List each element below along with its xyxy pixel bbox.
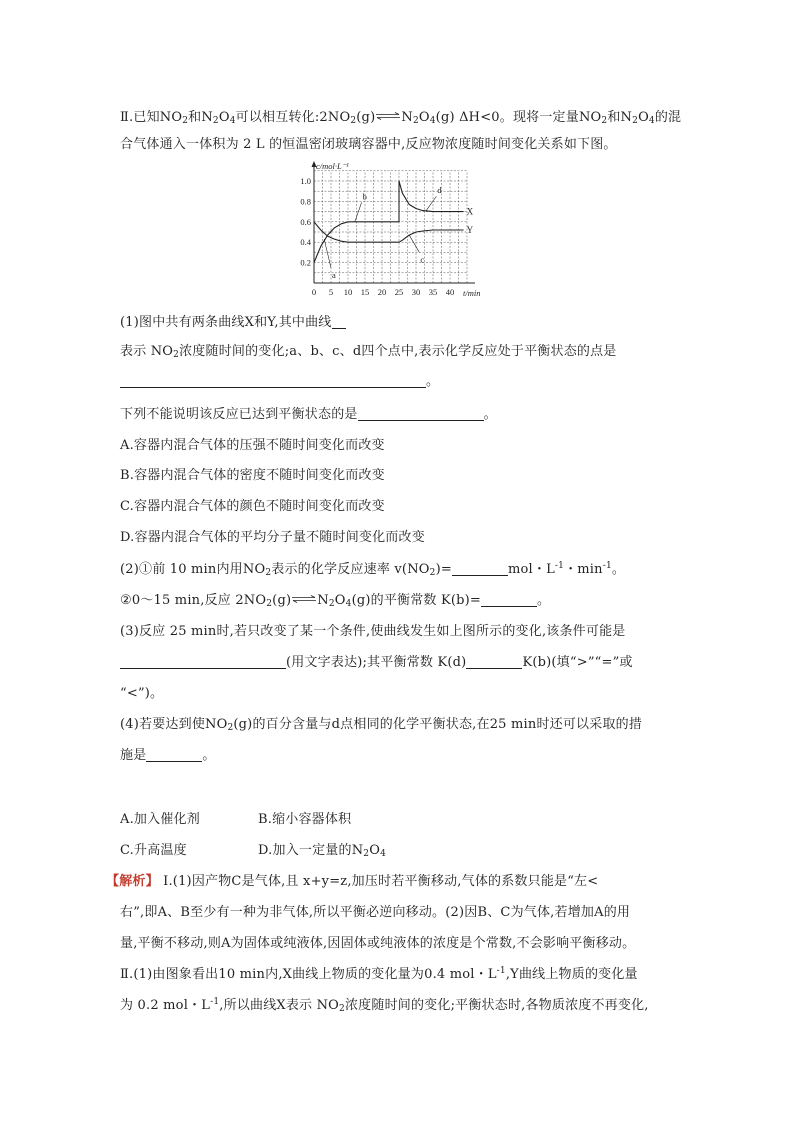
point-label-c: c [420, 254, 425, 265]
point-label-d: d [437, 185, 442, 196]
concentration-time-chart [290, 158, 505, 303]
point-leader-d [426, 196, 436, 210]
q4-option-c: C.升高温度 [120, 843, 187, 858]
x-tick-label: 35 [428, 287, 438, 297]
q1-line-2: 表示 $NO_2$浓度随时间的变化;a、b、c、d四个点中,表示化学反应处于平衡状态的点是 [120, 344, 617, 360]
analysis-line-3: 量,平衡不移动,则A为固体或纯液体,因固体或纯液体的浓度是个常数,不会影响平衡移动。 [120, 936, 636, 951]
q4-blank-measure[interactable] [146, 747, 202, 762]
y-tick-label: 0.8 [300, 196, 311, 207]
q2-blank-rate[interactable] [452, 561, 508, 576]
analysis-line-2: 右”,即A、B至少有一种为非气体,所以平衡必逆向移动。(2)因B、C为气体,若增加A的用 [120, 905, 631, 920]
curve-label-y: Y [466, 224, 474, 235]
x-tick-label: 0 [311, 287, 317, 297]
x-tick-label: 20 [377, 287, 387, 297]
point-label-a: a [332, 269, 336, 280]
y-tick-label: 0.6 [300, 216, 311, 227]
analysis-line-5: 为 0.2 mol・$L^{-1}$,所以曲线X表示 $NO_2$浓度随时间的变化;平衡状态时,各物质浓度不再变化, [120, 997, 649, 1014]
q3-line-3: “<”)。 [120, 686, 164, 701]
q4-option-b: B.缩小容器体积 [258, 812, 352, 827]
q3-line-1: (3)反应 25 min时,若只改变了某一个条件,使曲线发生如上图所示的变化,该条件可能是 [120, 624, 626, 639]
q1-blank-curve[interactable] [332, 314, 346, 329]
point-label-b: b [362, 191, 367, 202]
q4-line-1: (4)若要达到使$NO_2(g)$的百分含量与d点相同的化学平衡状态,在25 min时还可以采取的措 [120, 717, 643, 733]
q1-option-c: C.容器内混合气体的颜色不随时间变化而改变 [120, 499, 385, 514]
q1-blank-not-equilibrium[interactable] [358, 406, 484, 421]
point-leader-c [409, 235, 419, 252]
x-tick-label: 40 [445, 287, 455, 297]
q1-line-4: 下列不能说明该反应已达到平衡状态的是 。 [120, 407, 497, 422]
point-leader-a [324, 239, 331, 268]
analysis-line-4: Ⅱ.(1)由图象看出10 min内,X曲线上物质的变化量为0.4 mol・$L^{-1},Y$曲线上物质的变化量 [120, 966, 638, 982]
x-axis-label: t/min [463, 288, 481, 298]
y-tick-label: 0.4 [300, 237, 311, 248]
q1-option-a: A.容器内混合气体的压强不随时间变化而改变 [120, 438, 385, 453]
x-tick-label: 25 [394, 287, 404, 297]
x-tick-label: 30 [411, 287, 421, 297]
q2-line-2: ②0～15 min,反应 $2NO_2(g)$ $N_2O_4(g)$的平衡常数 K(b)= 。 [120, 593, 551, 609]
q3-line-2: (用文字表达);其平衡常数 K(d) K(b)(填“>”“=”或 [120, 653, 633, 673]
y-tick-label: 1.0 [300, 176, 311, 186]
equilibrium-arrow-icon [375, 112, 401, 120]
analysis-line-1: 【解析】 Ⅰ.(1)因产物C是气体,且 x+y=z,加压时若平衡移动,气体的系数只能是“左< [106, 874, 599, 889]
analysis-tag: 【解析】 [106, 874, 159, 889]
q1-option-d: D.容器内混合气体的平均分子量不随时间变化而改变 [120, 530, 425, 545]
intro-line-2: 合气体通入一体积为 2 L 的恒温密闭玻璃容器中,反应物浓度随时间变化关系如下图。 [120, 137, 617, 152]
point-leader-b [355, 202, 362, 221]
x-tick-label: 5 [328, 287, 334, 297]
x-tick-label: 15 [360, 287, 370, 297]
q2-blank-k[interactable] [481, 592, 537, 607]
x-tick-label: 10 [343, 287, 353, 297]
y-tick-label: 0.2 [300, 257, 311, 268]
q3-blank-condition[interactable] [120, 654, 286, 669]
q1-blank-points[interactable] [120, 373, 426, 388]
equilibrium-arrow-icon [291, 595, 317, 603]
q1-option-b: B.容器内混合气体的密度不随时间变化而改变 [120, 468, 385, 483]
curve-label-x: X [466, 206, 474, 217]
q4-line-2: 施是 。 [120, 748, 216, 763]
q1-line-3: 。 [120, 372, 439, 392]
q2-line-1: (2)①前 10 min内用$NO_2$表示的化学反应速率 $v(NO_2)=$ mol・$L^{-1}$・$\min^{-1}$。 [120, 561, 626, 578]
q4-option-d: D.加入一定量的$N_2O_4$ [258, 843, 387, 859]
y-axis-label: c/mol·L⁻¹ [316, 161, 349, 171]
q1-line-1: (1)图中共有两条曲线X和Y,其中曲线 [120, 313, 346, 333]
intro-line-1: Ⅱ.已知$NO_2$和$N_2O_4$可以相互转化$:2NO_2(g)$ $N_2O_4(g)$ ΔH<0。现将一定量$NO_2$和$N_2O_4$的混 [120, 110, 682, 126]
q3-blank-compare[interactable] [466, 654, 522, 669]
q4-option-a: A.加入催化剂 [120, 812, 200, 827]
